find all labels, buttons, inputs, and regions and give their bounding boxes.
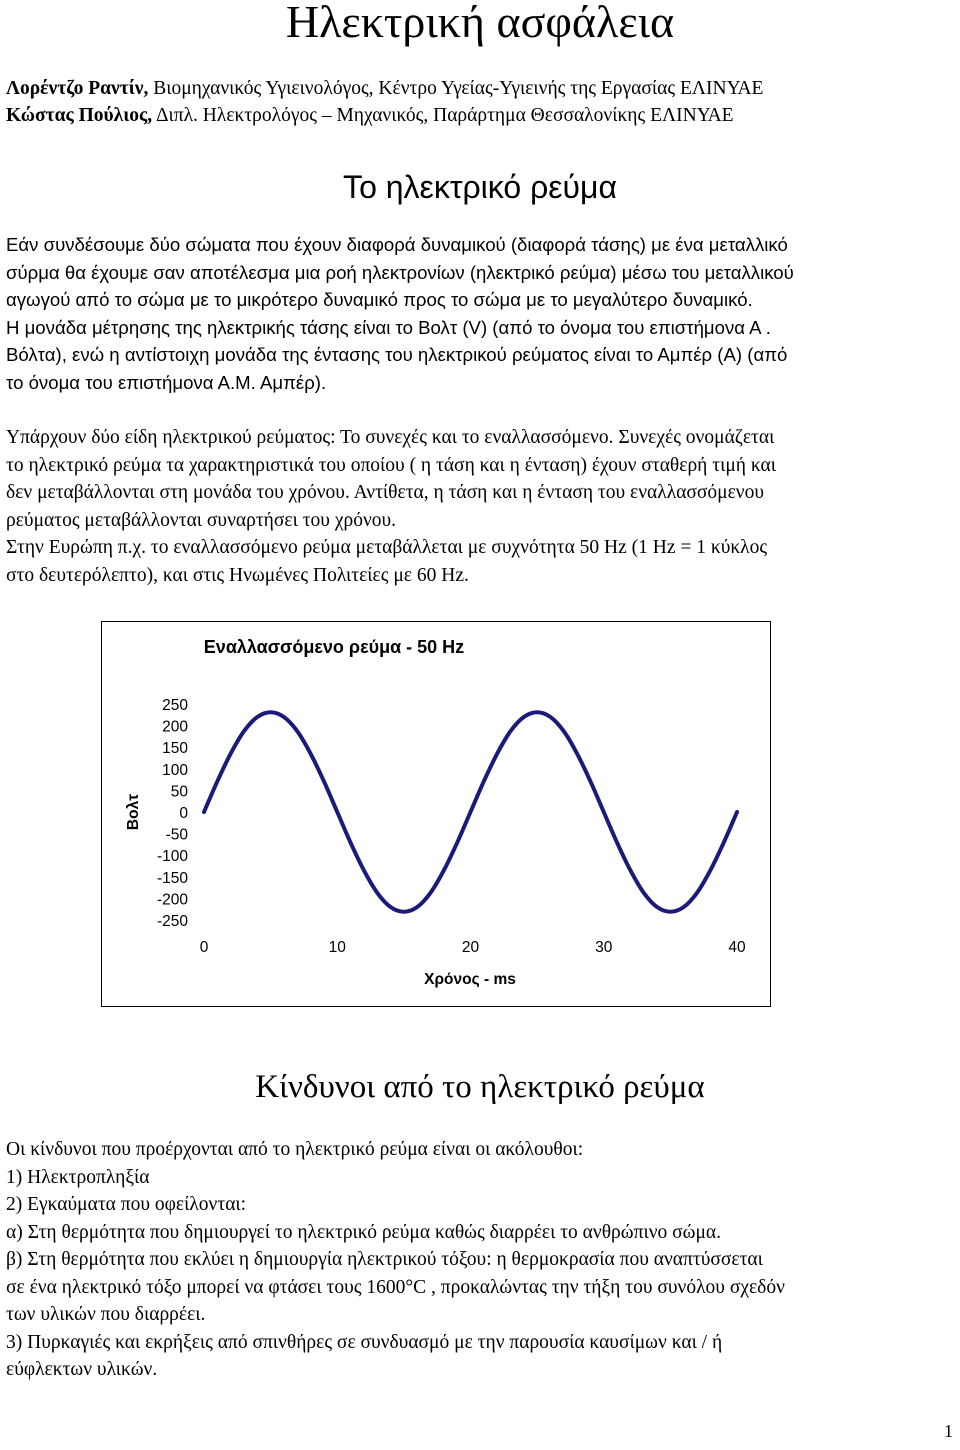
paragraph-current-types bbox=[6, 424, 956, 589]
text-line: Οι κίνδυνοι που προέρχονται από το ηλεκτρικό ρεύμα είναι οι ακόλουθοι: bbox=[6, 1139, 584, 1160]
y-tick-label: 0 bbox=[179, 805, 188, 822]
author-line-1 bbox=[6, 76, 763, 101]
y-tick-label: -50 bbox=[165, 826, 188, 844]
series-line bbox=[204, 712, 737, 912]
y-tick-label: -150 bbox=[156, 869, 188, 887]
list-item: β) Στη θερμότητα που εκλύει η δημιουργία ηλεκτρικού τόξου: η θερμοκρασία που αναπτύσσεται bbox=[6, 1249, 763, 1270]
list-item: 1) Ηλεκτροπληξία bbox=[6, 1166, 150, 1188]
text-line: Βόλτα), ενώ η αντίστοιχη μονάδα της έντασης του ηλεκτρικού ρεύματος είναι το Αμπέρ (A) (από bbox=[6, 344, 788, 365]
text-line: σύρμα θα έχουμε σαν αποτέλεσμα μια ροή ηλεκτρονίων (ηλεκτρικό ρεύμα) μέσω του μεταλλικού bbox=[6, 261, 794, 283]
section-heading: Το ηλεκτρικό ρεύμα bbox=[343, 169, 617, 205]
list-item: 3) Πυρκαγιές και εκρήξεις από σπινθήρες σε συνδυασμό με την παρουσία καυσίμων και / ή bbox=[6, 1331, 723, 1353]
author-affiliation: Βιομηχανικός Υγιεινολόγος, Κέντρο Υγείας-Υγιεινής της Εργασίας ΕΛΙΝΥΑΕ bbox=[148, 78, 764, 99]
y-tick-label: 150 bbox=[162, 740, 188, 758]
text-line: σε ένα ηλεκτρικό τόξο μπορεί να φτάσει τους 1600°C , προκαλώντας την τήξη του συνόλου σχεδόν bbox=[6, 1276, 785, 1298]
text-line: ρεύματος μεταβάλλονται συναρτήσει του χρόνου. bbox=[6, 509, 397, 531]
y-tick-label: 250 bbox=[162, 697, 188, 714]
ac-voltage-chart bbox=[102, 622, 770, 1006]
author-name: Λορέντζο Ραντίν, bbox=[6, 78, 149, 99]
text-line: των υλικών που διαρρέει. bbox=[6, 1304, 206, 1325]
text-line: το ηλεκτρικό ρεύμα τα χαρακτηριστικά του οποίου ( η τάση και η ένταση) έχουν σταθερή τιμή και bbox=[6, 454, 776, 476]
text-line: εύφλεκτων υλικών. bbox=[6, 1359, 158, 1380]
text-line: αγωγού από το σώμα με το μικρότερο δυναμικό προς το σώμα με το μεγαλύτερο δυναμικό. bbox=[6, 289, 753, 310]
chart-title: Εναλλασσόμενο ρεύμα - 50 Hz bbox=[203, 637, 465, 657]
author-line-2 bbox=[6, 103, 734, 128]
author-affiliation: Διπλ. Ηλεκτρολόγος – Μηχανικός, Παράρτημα Θεσσαλονίκης ΕΛΙΝΥΑΕ bbox=[152, 105, 734, 126]
list-item: α) Στη θερμότητα που δημιουργεί το ηλεκτρικό ρεύμα καθώς διαρρέει το ανθρώπινο σώμα. bbox=[6, 1221, 722, 1243]
y-axis-label: Βολτ bbox=[125, 793, 142, 831]
y-tick-label: 50 bbox=[170, 783, 188, 801]
x-axis-label: Χρόνος - ms bbox=[424, 971, 516, 988]
section-heading: Κίνδυνοι από το ηλεκτρικό ρεύμα bbox=[255, 1069, 705, 1105]
text-line: Υπάρχουν δύο είδη ηλεκτρικού ρεύματος: Το συνεχές και το εναλλασσόμενο. Συνεχές ονομάζεται bbox=[6, 427, 775, 448]
text-line: στο δευτερόλεπτο), και στις Ηνωμένες Πολιτείες με 60 Hz. bbox=[6, 564, 469, 586]
x-tick-label: 10 bbox=[328, 939, 346, 956]
paragraph-hazards bbox=[6, 1136, 956, 1384]
x-tick-label: 0 bbox=[199, 939, 209, 956]
list-item: 2) Εγκαύματα που οφείλονται: bbox=[6, 1194, 247, 1215]
chart-frame bbox=[101, 621, 771, 1007]
text-line: Εάν συνδέσουμε δύο σώματα που έχουν διαφορά δυναμικού (διαφορά τάσης) με ένα μεταλλικό bbox=[6, 234, 788, 255]
text-line: Στην Ευρώπη π.χ. το εναλλασσόμενο ρεύμα μεταβάλλεται με συχνότητα 50 Hz (1 Hz = 1 κύκλος bbox=[6, 537, 768, 558]
document-title: Ηλεκτρική ασφάλεια bbox=[285, 0, 675, 47]
page-number: 1 bbox=[944, 1421, 953, 1441]
x-tick-label: 40 bbox=[728, 939, 746, 956]
paragraph-electric-current bbox=[6, 231, 956, 396]
author-name: Κώστας Πούλιος, bbox=[6, 105, 153, 126]
y-tick-label: 200 bbox=[162, 718, 188, 736]
text-line: δεν μεταβάλλονται στη μονάδα του χρόνου. Αντίθετα, η τάση και η ένταση του εναλλασσόμενου bbox=[6, 482, 765, 503]
y-tick-label: 100 bbox=[162, 761, 188, 779]
text-line: Η μονάδα μέτρησης της ηλεκτρικής τάσης είναι το Βολτ (V) (από το όνομα του επιστήμονα Α . bbox=[6, 316, 771, 338]
text-line: το όνομα του επιστήμονα Α.Μ. Αμπέρ). bbox=[6, 371, 327, 393]
x-tick-label: 30 bbox=[595, 939, 613, 956]
y-tick-label: -250 bbox=[156, 913, 188, 930]
y-tick-label: -200 bbox=[156, 891, 188, 909]
x-tick-label: 20 bbox=[461, 939, 480, 956]
y-tick-label: -100 bbox=[156, 848, 188, 866]
